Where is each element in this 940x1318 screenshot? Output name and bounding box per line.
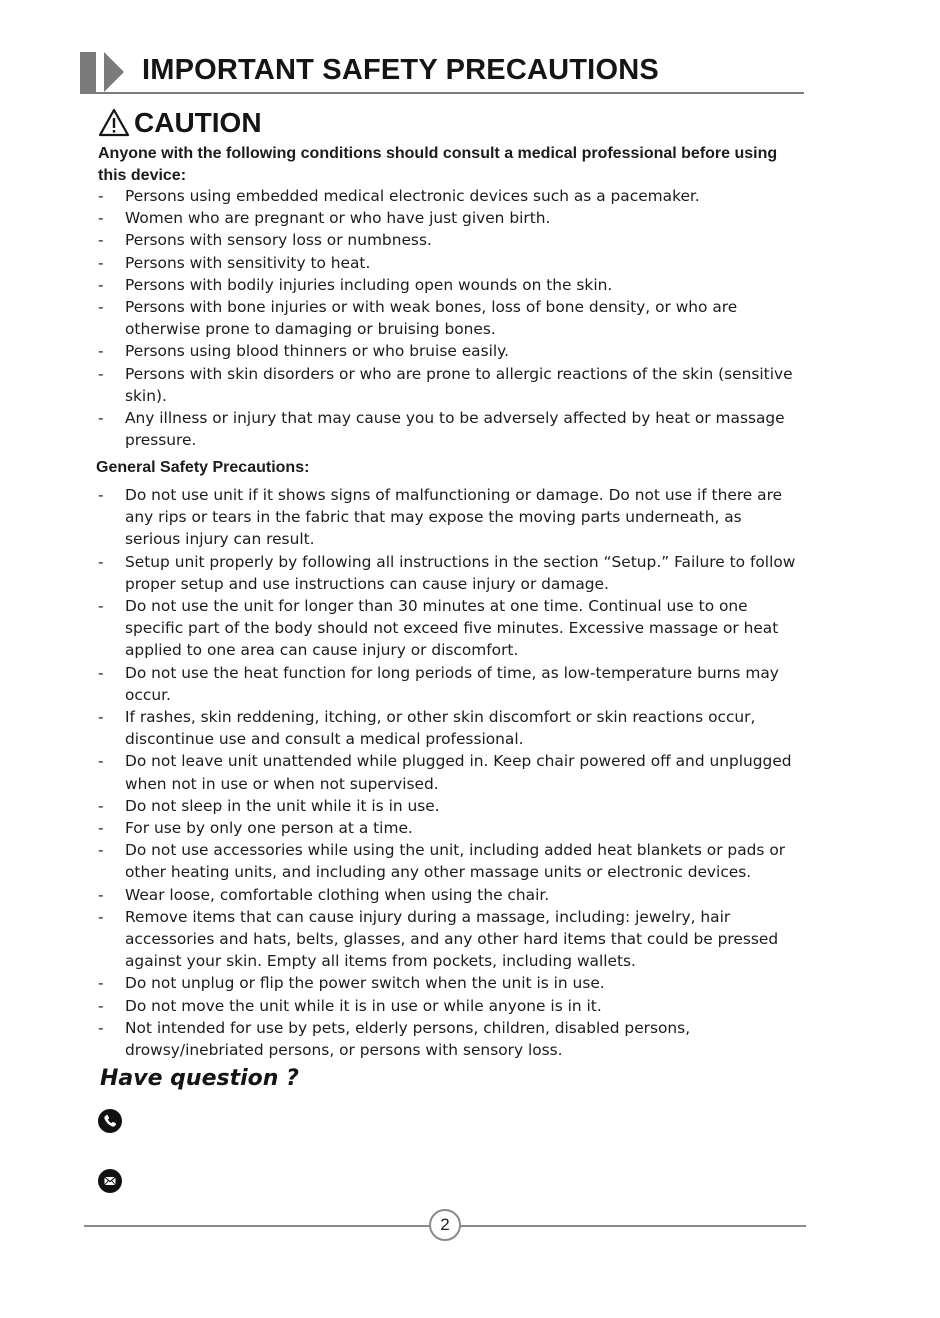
list-item: - Persons using embedded medical electronic devices such as a pacemaker. [98,185,798,207]
page-title: IMPORTANT SAFETY PRECAUTIONS [142,54,659,86]
intro-text: Anyone with the following conditions should consult a medical professional before using this device: [98,145,778,184]
have-question-heading: Have question ? [100,1066,299,1091]
list-item: - Not intended for use by pets, elderly persons, children, disabled persons, drowsy/inebriated persons, or persons with sensory loss. [98,1017,798,1061]
conditions-list [98,185,798,451]
list-item: - Do not use the heat function for long periods of time, as low-temperature burns may occur. [98,662,798,706]
list-item: - Persons with sensitivity to heat. [98,252,798,274]
footer-divider-left [84,1225,430,1227]
list-item: - If rashes, skin reddening, itching, or other skin discomfort or skin reactions occur, discontinue use and consult a medical professional. [98,706,798,750]
page-header [80,52,804,94]
list-item: - Do not sleep in the unit while it is in use. [98,795,798,817]
list-item: - Persons with bone injuries or with weak bones, loss of bone density, or who are otherwise prone to damaging or bruising bones. [98,296,798,340]
list-item: - Setup unit properly by following all instructions in the section “Setup.” Failure to follow proper setup and use instructions can cause injury or damage. [98,551,798,595]
header-bar-decoration [80,52,96,92]
header-arrow-icon [104,52,124,92]
footer-divider-right [460,1225,806,1227]
list-item: - Persons with bodily injuries including open wounds on the skin. [98,274,798,296]
page-number: 2 [429,1209,461,1241]
list-item: - Do not use accessories while using the unit, including added heat blankets or pads or other heating units, and including any other massage units or electronic devices. [98,839,798,883]
caution-label: CAUTION [134,107,262,138]
list-item: - Wear loose, comfortable clothing when using the chair. [98,884,798,906]
list-item: - Any illness or injury that may cause you to be adversely affected by heat or massage pressure. [98,407,798,451]
header-divider [80,92,804,94]
list-item: - Do not move the unit while it is in use or while anyone is in it. [98,995,798,1017]
general-precautions-list [98,484,798,1061]
general-precautions-heading: General Safety Precautions: [96,459,310,476]
list-item: - For use by only one person at a time. [98,817,798,839]
list-item: - Women who are pregnant or who have just given birth. [98,207,798,229]
caution-heading [98,105,262,141]
warning-triangle-icon [98,108,130,138]
list-item: - Do not use the unit for longer than 30 minutes at one time. Continual use to one specific part of the body should not exceed five minutes. Excessive massage or heat applied to one area can cause injury or discomfort. [98,595,798,662]
list-item: - Persons with sensory loss or numbness. [98,229,798,251]
list-item: - Persons with skin disorders or who are prone to allergic reactions of the skin (sensitive skin). [98,363,798,407]
mail-icon [98,1169,122,1193]
list-item: - Remove items that can cause injury during a massage, including: jewelry, hair accessories and hats, belts, glasses, and any other hard items that could be pressed against your skin. Empty all items from pockets, including wallets. [98,906,798,973]
phone-icon [98,1109,122,1133]
list-item: - Do not unplug or flip the power switch when the unit is in use. [98,972,798,994]
list-item: - Persons using blood thinners or who bruise easily. [98,340,798,362]
list-item: - Do not use unit if it shows signs of malfunctioning or damage. Do not use if there are any rips or tears in the fabric that may expose the moving parts underneath, as serious injury can result. [98,484,798,551]
list-item: - Do not leave unit unattended while plugged in. Keep chair powered off and unplugged when not in use or when not supervised. [98,750,798,794]
